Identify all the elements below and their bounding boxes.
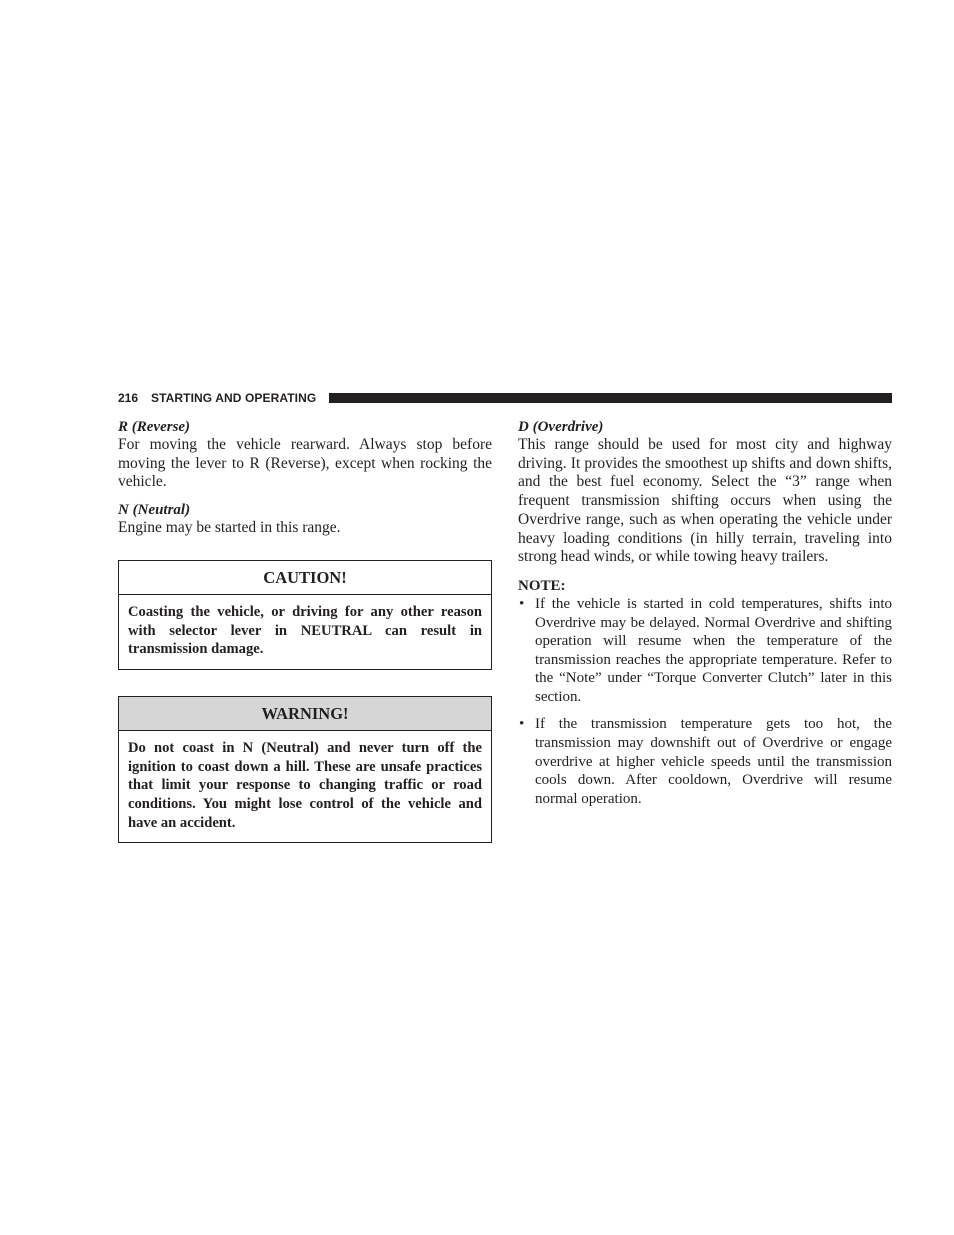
header-rule xyxy=(329,393,892,403)
bullet-icon: • xyxy=(519,595,525,612)
warning-text: Do not coast in N (Neutral) and never turn off the ignition to coast down a hill. These are unsafe practices that limit your response to changing traffic or road conditions. You might lose control of the vehicle and have an accident. xyxy=(128,739,482,831)
page-number: 216 xyxy=(118,391,139,405)
note-item-text: If the vehicle is started in cold temperatures, shifts into Overdrive may be delayed. Normal Overdrive and shifting operation will resume when the temperature of the transmission reaches the appropriate temperature. Refer to the “Note” under “Torque Converter Clutch” later in this section. xyxy=(535,595,892,705)
warning-box xyxy=(118,696,492,844)
neutral-heading: N (Neutral) xyxy=(118,502,191,519)
right-column xyxy=(518,418,892,808)
page-header xyxy=(118,390,892,406)
note-item xyxy=(518,595,892,707)
note-item-text: If the transmission temperature gets too hot, the transmission may downshift out of Overdrive or engage overdrive at higher vehicle speeds until the transmission cools down. After cooldown, Overdrive will resume normal operation. xyxy=(535,716,892,807)
note-item xyxy=(518,715,892,808)
caution-box xyxy=(118,560,492,670)
caution-text: Coasting the vehicle, or driving for any other reason with selector lever in NEUTRAL can result in transmission damage. xyxy=(128,603,482,658)
note-heading: NOTE: xyxy=(518,577,566,594)
reverse-text: For moving the vehicle rearward. Always stop before moving the lever to R (Reverse), except when rocking the vehicle. xyxy=(118,436,492,491)
warning-title: WARNING! xyxy=(119,697,491,731)
left-column xyxy=(118,418,492,843)
neutral-text: Engine may be started in this range. xyxy=(118,519,341,537)
overdrive-heading: D (Overdrive) xyxy=(518,419,604,435)
reverse-heading: R (Reverse) xyxy=(118,419,191,435)
bullet-icon: • xyxy=(519,716,525,733)
overdrive-text: This range should be used for most city and highway driving. It provides the smoothest up shifts and down shifts, and the best fuel economy. Select the “3” range when frequent transmission shifting occurs when using the Overdrive range, such as when operating the vehicle under heavy loading conditions (in hilly terrain, traveling into strong head winds, or while towing heavy trailers. xyxy=(518,436,892,566)
caution-title: CAUTION! xyxy=(119,561,491,595)
section-title: STARTING AND OPERATING xyxy=(151,391,317,405)
